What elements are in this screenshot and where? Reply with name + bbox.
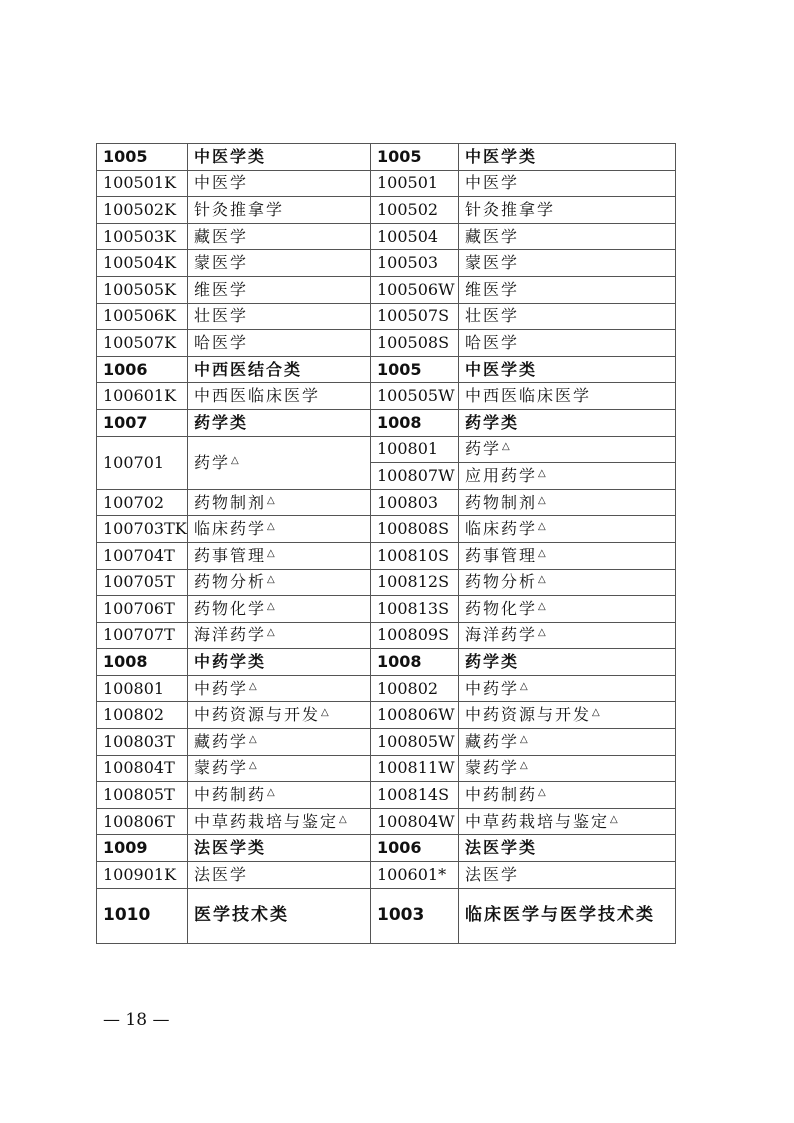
triangle-mark-icon: △ <box>538 547 546 559</box>
major-code-cell: 100506K <box>97 303 188 330</box>
major-code-cell: 100501 <box>371 170 459 197</box>
triangle-mark-icon: △ <box>538 467 546 479</box>
major-name-cell <box>459 542 676 569</box>
major-name-cell <box>459 782 676 809</box>
major-name: 蒙医学 <box>194 253 249 273</box>
table-row <box>97 383 676 410</box>
major-code-cell: 100805T <box>97 782 188 809</box>
major-code-cell: 100804T <box>97 755 188 782</box>
major-name: 药学类 <box>194 412 249 432</box>
major-name: 针灸推拿学 <box>194 199 285 219</box>
major-code-cell: 100801 <box>371 436 459 463</box>
table-row <box>97 250 676 277</box>
major-name-cell <box>188 250 371 277</box>
table-row <box>97 622 676 649</box>
major-name-cell <box>188 542 371 569</box>
major-name: 药物制剂 <box>465 492 538 512</box>
major-code-cell: 100502K <box>97 197 188 224</box>
major-name: 海洋药学 <box>465 625 538 645</box>
table-row <box>97 542 676 569</box>
major-name: 蒙医学 <box>465 253 520 273</box>
major-name-cell <box>459 356 676 383</box>
major-name: 针灸推拿学 <box>465 199 556 219</box>
major-comparison-table <box>96 143 676 944</box>
major-name-cell <box>188 436 371 489</box>
table-row <box>97 303 676 330</box>
major-name: 药学 <box>194 452 231 472</box>
triangle-mark-icon: △ <box>538 494 546 506</box>
triangle-mark-icon: △ <box>267 521 275 533</box>
major-name: 中医学类 <box>465 359 538 379</box>
triangle-mark-icon: △ <box>267 600 275 612</box>
major-code-cell: 100704T <box>97 542 188 569</box>
triangle-mark-icon: △ <box>267 627 275 639</box>
major-name-cell <box>459 436 676 463</box>
major-name-cell <box>188 276 371 303</box>
major-code-cell: 1008 <box>371 409 459 436</box>
major-code-cell: 1005 <box>371 144 459 171</box>
major-code-cell: 100507K <box>97 330 188 357</box>
major-name-cell <box>459 144 676 171</box>
table-row <box>97 729 676 756</box>
major-name: 藏药学 <box>194 731 249 751</box>
major-code-cell: 100706T <box>97 596 188 623</box>
major-name: 维医学 <box>465 279 520 299</box>
major-name-cell <box>459 516 676 543</box>
table-body <box>97 144 676 944</box>
major-name: 中医学类 <box>194 146 267 166</box>
major-code-cell: 100803T <box>97 729 188 756</box>
major-code-cell: 100802 <box>97 702 188 729</box>
table-row <box>97 569 676 596</box>
major-name-cell <box>459 702 676 729</box>
triangle-mark-icon: △ <box>538 521 546 533</box>
triangle-mark-icon: △ <box>610 813 618 825</box>
major-code-cell: 100803 <box>371 489 459 516</box>
major-name-cell <box>459 835 676 862</box>
triangle-mark-icon: △ <box>538 574 546 586</box>
major-name: 中药资源与开发 <box>465 705 592 725</box>
major-name-cell <box>188 330 371 357</box>
major-name-cell <box>188 223 371 250</box>
major-name-cell <box>188 622 371 649</box>
major-code-cell: 100503K <box>97 223 188 250</box>
table-row <box>97 782 676 809</box>
major-code-cell: 100806W <box>371 702 459 729</box>
major-name: 药物化学 <box>465 598 538 618</box>
triangle-mark-icon: △ <box>520 680 528 692</box>
table-row <box>97 808 676 835</box>
major-code-cell: 100807W <box>371 463 459 490</box>
major-name-cell <box>188 675 371 702</box>
major-code-cell: 100507S <box>371 303 459 330</box>
major-code-cell: 100806T <box>97 808 188 835</box>
major-name: 维医学 <box>194 279 249 299</box>
major-name: 中西医结合类 <box>194 359 303 379</box>
major-name: 法医学类 <box>194 838 267 858</box>
major-name: 法医学类 <box>465 838 538 858</box>
major-code-cell: 100811W <box>371 755 459 782</box>
major-name-cell <box>188 409 371 436</box>
major-code-cell: 100703TK <box>97 516 188 543</box>
major-name-cell <box>459 383 676 410</box>
major-code-cell: 100508S <box>371 330 459 357</box>
major-name: 法医学 <box>194 864 249 884</box>
major-name: 药物制剂 <box>194 492 267 512</box>
major-code-cell: 1006 <box>371 835 459 862</box>
major-name: 中草药栽培与鉴定 <box>194 811 339 831</box>
major-code-cell: 100707T <box>97 622 188 649</box>
major-code-cell: 100601* <box>371 862 459 889</box>
major-name: 中医学 <box>465 173 520 193</box>
triangle-mark-icon: △ <box>538 627 546 639</box>
major-name: 临床药学 <box>465 519 538 539</box>
major-name: 药事管理 <box>194 545 267 565</box>
major-name-cell <box>459 409 676 436</box>
major-code-cell: 100809S <box>371 622 459 649</box>
major-name-cell <box>188 808 371 835</box>
major-name-cell <box>188 303 371 330</box>
major-name: 中药制药 <box>194 785 267 805</box>
major-name-cell <box>459 649 676 676</box>
triangle-mark-icon: △ <box>502 441 510 453</box>
major-code-cell: 100505K <box>97 276 188 303</box>
major-name: 药物分析 <box>194 572 267 592</box>
major-name-cell <box>459 276 676 303</box>
major-name: 中西医临床医学 <box>465 386 592 406</box>
major-code-cell: 100501K <box>97 170 188 197</box>
major-name-cell <box>188 888 371 943</box>
triangle-mark-icon: △ <box>321 707 329 719</box>
major-name-cell <box>459 755 676 782</box>
major-code-cell: 100503 <box>371 250 459 277</box>
major-code-cell: 1009 <box>97 835 188 862</box>
major-code-cell: 100814S <box>371 782 459 809</box>
triangle-mark-icon: △ <box>538 600 546 612</box>
major-name: 蒙药学 <box>465 758 520 778</box>
major-name: 临床药学 <box>194 519 267 539</box>
major-name: 中医学类 <box>465 146 538 166</box>
major-name: 中药学类 <box>194 652 267 672</box>
major-name-cell <box>459 862 676 889</box>
table-row <box>97 197 676 224</box>
category-row <box>97 144 676 171</box>
major-code-cell: 100504K <box>97 250 188 277</box>
major-code-cell: 1008 <box>97 649 188 676</box>
major-code-cell: 100813S <box>371 596 459 623</box>
major-code-cell: 1003 <box>371 888 459 943</box>
major-name-cell <box>459 675 676 702</box>
major-code-cell: 100504 <box>371 223 459 250</box>
triangle-mark-icon: △ <box>592 707 600 719</box>
major-name: 壮医学 <box>465 306 520 326</box>
major-name-cell <box>459 223 676 250</box>
category-row <box>97 649 676 676</box>
table-row <box>97 330 676 357</box>
triangle-mark-icon: △ <box>267 574 275 586</box>
triangle-mark-icon: △ <box>339 813 347 825</box>
major-name: 哈医学 <box>465 332 520 352</box>
major-name: 法医学 <box>465 864 520 884</box>
triangle-mark-icon: △ <box>520 733 528 745</box>
major-name: 蒙药学 <box>194 758 249 778</box>
major-code-cell: 1005 <box>97 144 188 171</box>
major-code-cell: 100701 <box>97 436 188 489</box>
triangle-mark-icon: △ <box>249 680 257 692</box>
table-row <box>97 596 676 623</box>
category-row <box>97 835 676 862</box>
table-row <box>97 702 676 729</box>
major-name-cell <box>459 808 676 835</box>
major-name-cell <box>188 383 371 410</box>
major-code-cell: 100505W <box>371 383 459 410</box>
major-name: 中药资源与开发 <box>194 705 321 725</box>
triangle-mark-icon: △ <box>231 454 239 466</box>
table-row <box>97 170 676 197</box>
major-code-cell: 100805W <box>371 729 459 756</box>
major-name-cell <box>188 835 371 862</box>
major-name-cell <box>188 702 371 729</box>
major-name: 藏医学 <box>194 226 249 246</box>
major-name-cell <box>188 755 371 782</box>
major-name-cell <box>188 649 371 676</box>
major-name: 中草药栽培与鉴定 <box>465 811 610 831</box>
major-name: 中药学 <box>194 678 249 698</box>
major-name: 藏药学 <box>465 731 520 751</box>
triangle-mark-icon: △ <box>267 494 275 506</box>
triangle-mark-icon: △ <box>538 787 546 799</box>
major-code-cell: 1005 <box>371 356 459 383</box>
major-name-cell <box>459 330 676 357</box>
major-name-cell <box>188 170 371 197</box>
major-name: 壮医学 <box>194 306 249 326</box>
major-name: 药学 <box>465 439 502 459</box>
table-row <box>97 436 676 463</box>
major-name: 药学类 <box>465 412 520 432</box>
major-code-cell: 1008 <box>371 649 459 676</box>
major-code-cell: 1007 <box>97 409 188 436</box>
major-name: 中药学 <box>465 678 520 698</box>
major-name: 医学技术类 <box>194 905 289 926</box>
major-code-cell: 100601K <box>97 383 188 410</box>
major-name-cell <box>188 729 371 756</box>
major-name-cell <box>188 197 371 224</box>
major-name: 药物化学 <box>194 598 267 618</box>
major-name: 中西医临床医学 <box>194 386 321 406</box>
major-code-cell: 100901K <box>97 862 188 889</box>
table-row <box>97 489 676 516</box>
category-row <box>97 356 676 383</box>
major-name: 藏医学 <box>465 226 520 246</box>
major-name: 临床医学与医学技术类 <box>465 905 655 926</box>
major-name-cell <box>188 144 371 171</box>
major-name-cell <box>188 782 371 809</box>
triangle-mark-icon: △ <box>267 547 275 559</box>
major-code-cell: 100802 <box>371 675 459 702</box>
table-row <box>97 516 676 543</box>
table-row <box>97 755 676 782</box>
major-name-cell <box>188 516 371 543</box>
major-name-cell <box>459 569 676 596</box>
major-code-cell: 1006 <box>97 356 188 383</box>
major-code-cell: 100705T <box>97 569 188 596</box>
major-code-cell: 100801 <box>97 675 188 702</box>
major-name-cell <box>188 356 371 383</box>
major-name-cell <box>459 596 676 623</box>
major-code-cell: 100808S <box>371 516 459 543</box>
major-name: 药事管理 <box>465 545 538 565</box>
table-row <box>97 223 676 250</box>
triangle-mark-icon: △ <box>249 733 257 745</box>
major-name: 中医学 <box>194 173 249 193</box>
major-name-cell <box>459 197 676 224</box>
page-number: — 18 — <box>103 1010 170 1030</box>
major-name-cell <box>459 250 676 277</box>
major-name-cell <box>188 596 371 623</box>
major-code-cell: 100804W <box>371 808 459 835</box>
major-name-cell <box>459 622 676 649</box>
major-name-cell <box>459 729 676 756</box>
major-code-cell: 1010 <box>97 888 188 943</box>
major-name: 中药制药 <box>465 785 538 805</box>
triangle-mark-icon: △ <box>520 760 528 772</box>
major-code-cell: 100702 <box>97 489 188 516</box>
major-code-cell: 100812S <box>371 569 459 596</box>
triangle-mark-icon: △ <box>267 787 275 799</box>
major-name: 哈医学 <box>194 332 249 352</box>
major-code-cell: 100506W <box>371 276 459 303</box>
major-code-cell: 100810S <box>371 542 459 569</box>
major-name-cell <box>188 862 371 889</box>
category-row <box>97 888 676 943</box>
major-name-cell <box>188 569 371 596</box>
major-code-cell: 100502 <box>371 197 459 224</box>
category-row <box>97 409 676 436</box>
major-name-cell <box>459 888 676 943</box>
major-name: 海洋药学 <box>194 625 267 645</box>
triangle-mark-icon: △ <box>249 760 257 772</box>
major-name-cell <box>459 489 676 516</box>
table-row <box>97 862 676 889</box>
major-name-cell <box>459 170 676 197</box>
table-row <box>97 276 676 303</box>
table-row <box>97 675 676 702</box>
major-name: 药学类 <box>465 652 520 672</box>
major-name: 药物分析 <box>465 572 538 592</box>
major-name-cell <box>188 489 371 516</box>
major-name-cell <box>459 463 676 490</box>
major-name-cell <box>459 303 676 330</box>
major-name: 应用药学 <box>465 465 538 485</box>
